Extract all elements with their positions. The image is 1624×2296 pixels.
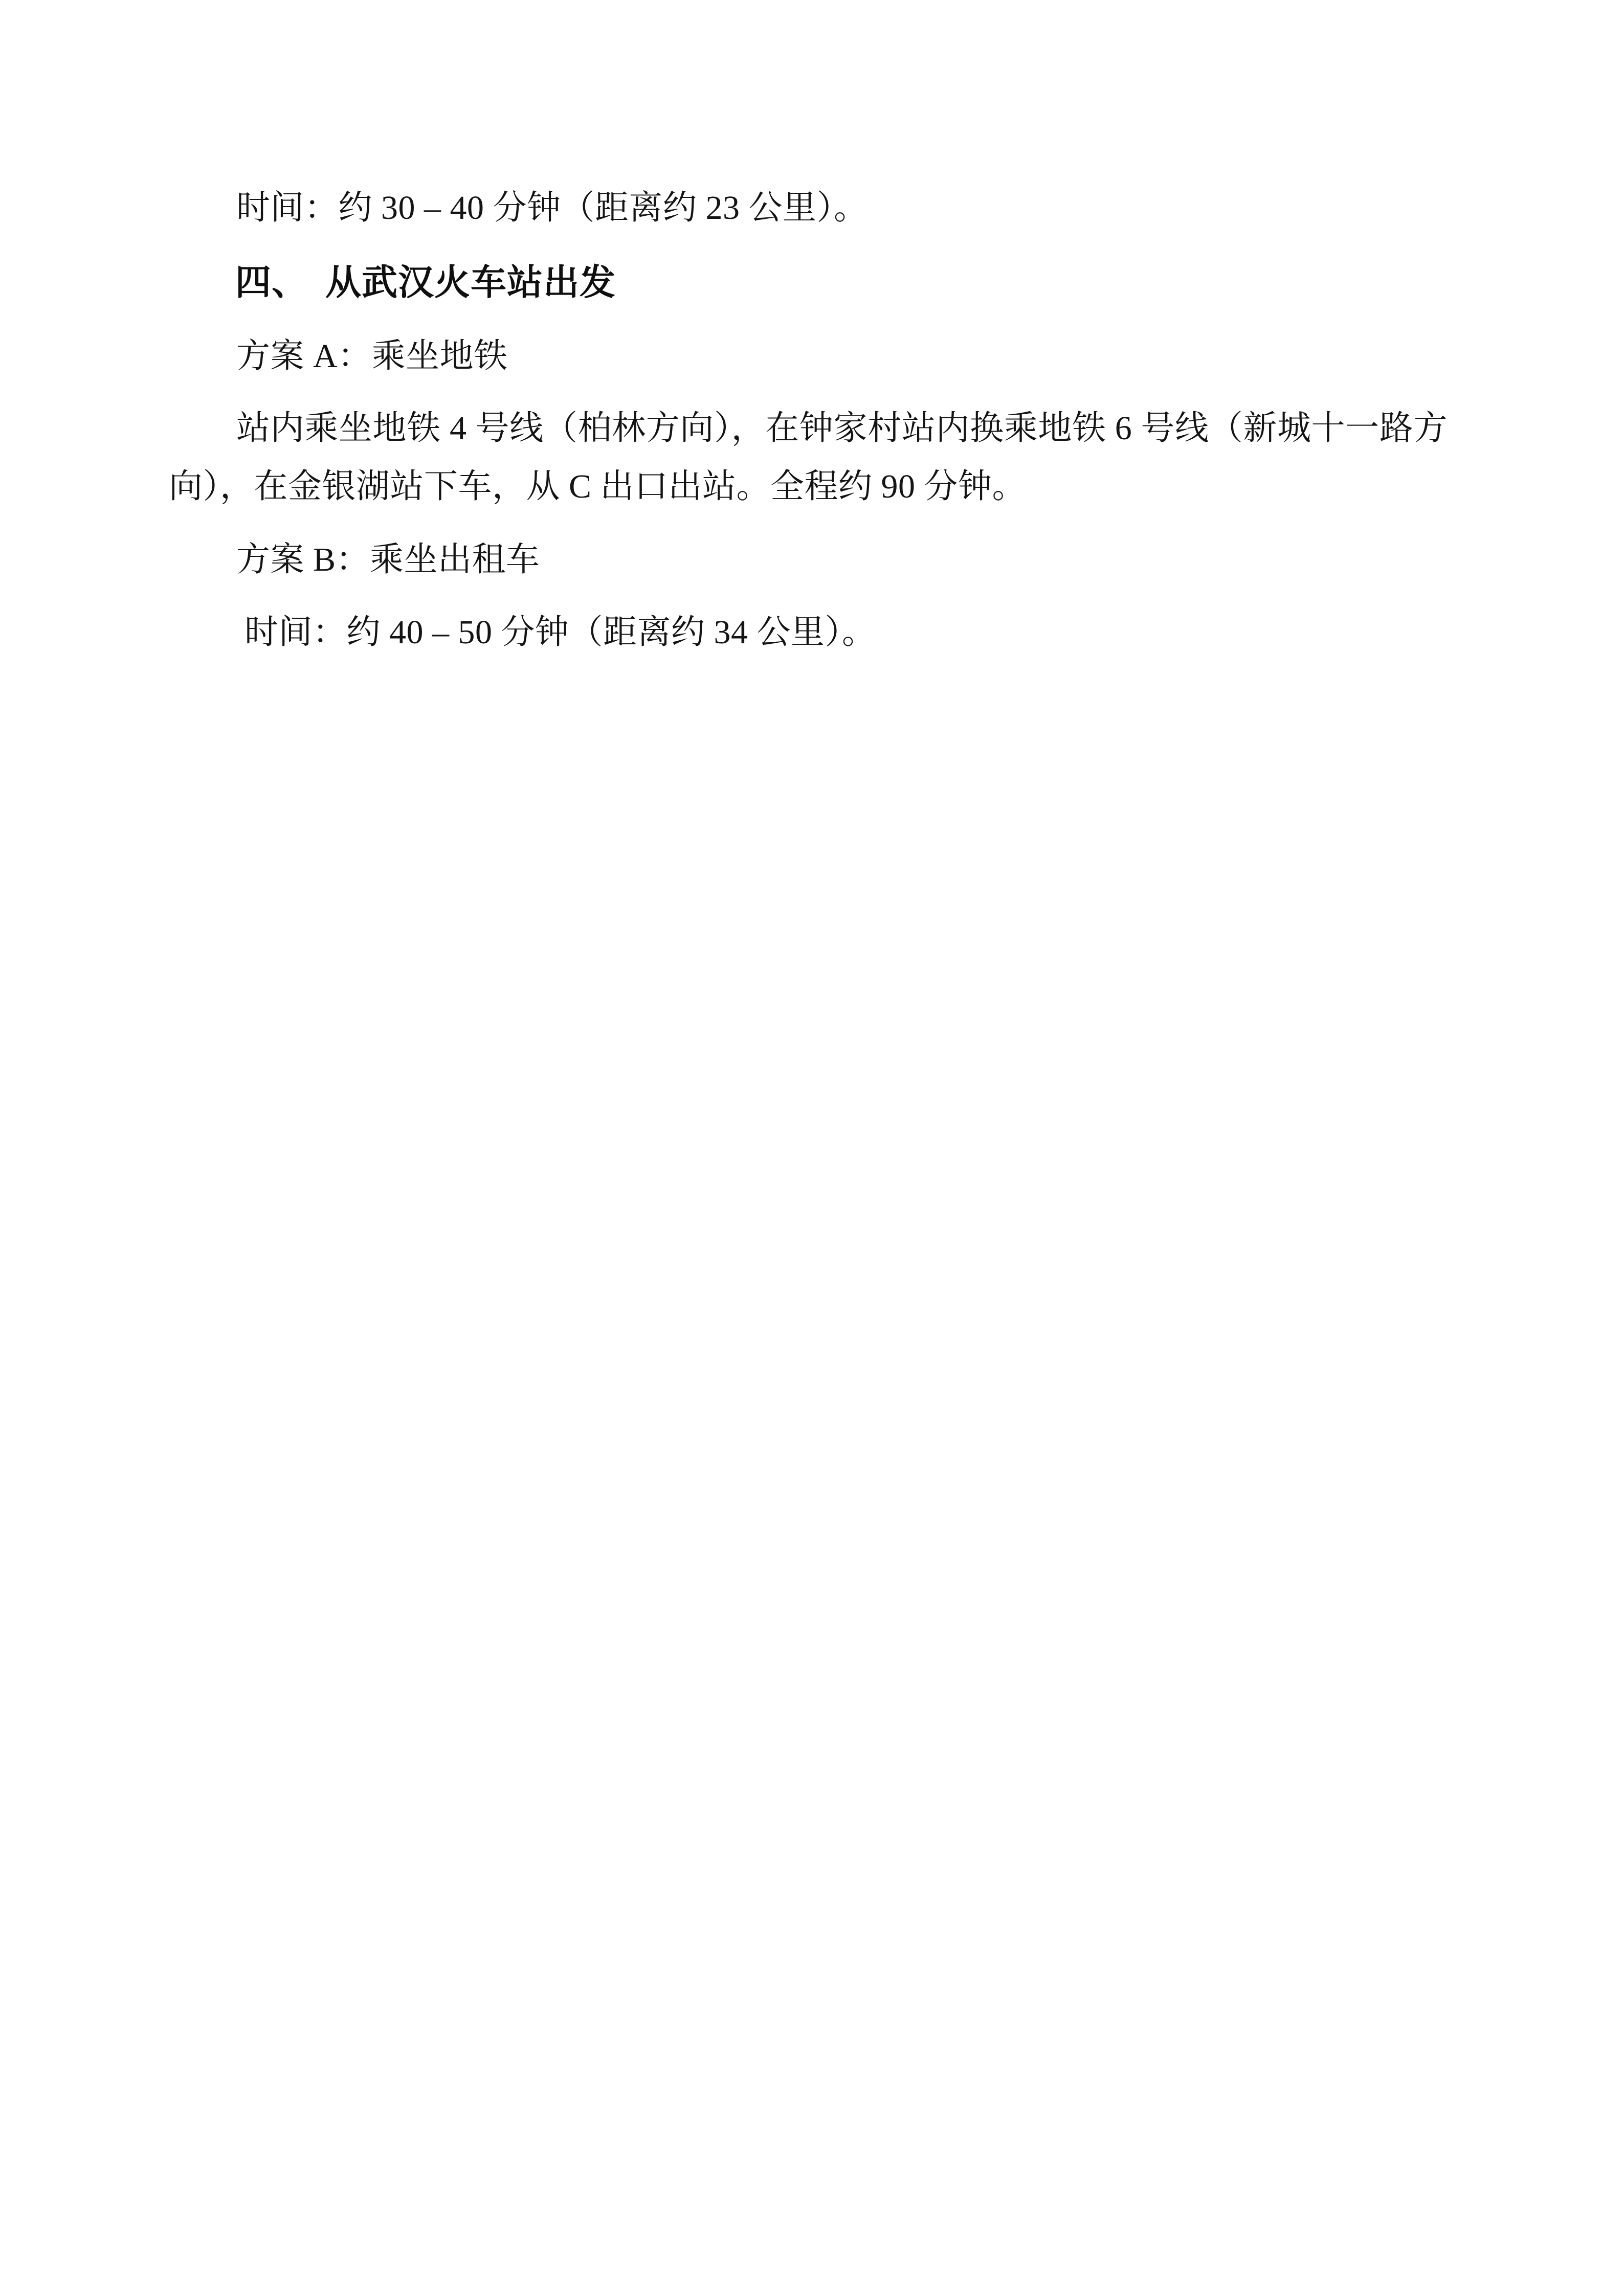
plan-b-body: 时间：约 40 – 50 分钟（距离约 34 公里）。 (244, 613, 876, 651)
plan-a-body: 站内乘坐地铁 4 号线（柏林方向），在钟家村站内换乘地铁 6 号线（新城十一路方向），在金银湖站下车，从 C 出口出站。全程约 90 分钟。 (169, 410, 1448, 505)
document-body (169, 179, 1448, 672)
section-heading-number: 四、 (235, 263, 308, 303)
plan-b-label: 方案 B：乘坐出租车 (236, 541, 540, 579)
paragraph-time-line-1: 时间：约 30 – 40 分钟（距离约 23 公里）。 (236, 189, 868, 227)
plan-a-label: 方案 A：乘坐地铁 (236, 337, 508, 375)
section-heading (169, 255, 1448, 312)
section-heading-title: 从武汉火车站出发 (325, 263, 616, 303)
